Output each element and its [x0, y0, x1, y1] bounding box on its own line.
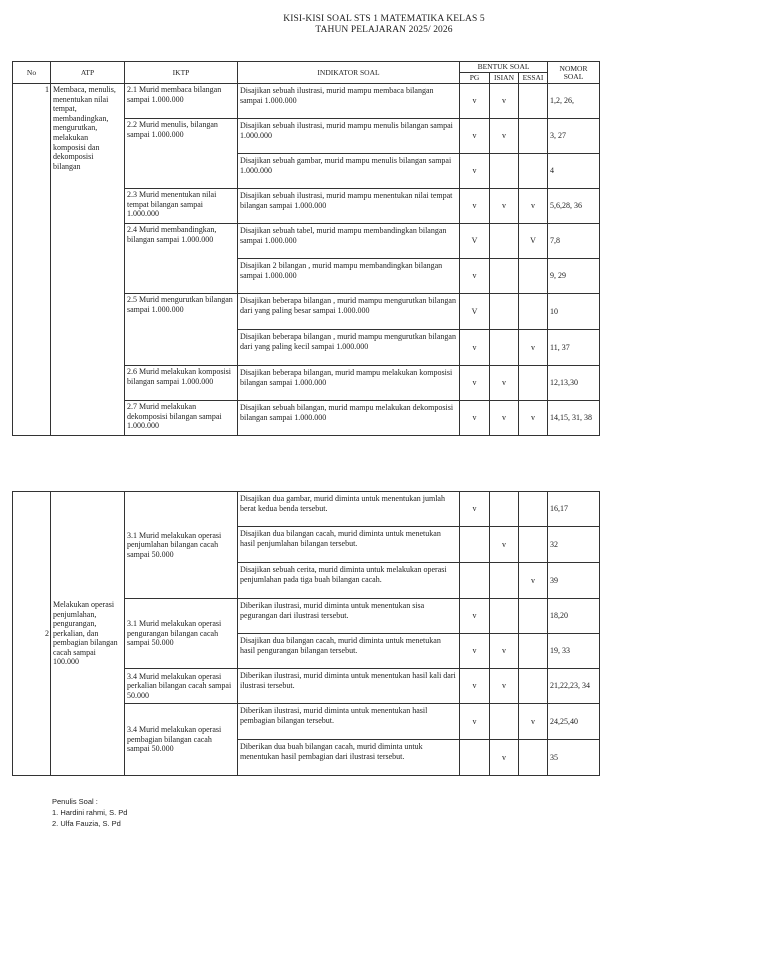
indikator-cell: Disajikan sebuah tabel, murid mampu membandingkan bilangan sampai 1.000.000: [238, 224, 460, 259]
indikator-cell: Diberikan ilustrasi, murid diminta untuk menentukan hasil kali dari ilustrasi tersebut.: [238, 669, 460, 704]
pg-mark: [460, 527, 490, 563]
essai-mark: [519, 119, 548, 154]
isian-mark: [490, 224, 519, 259]
iktp-cell: 3.4 Murid melakukan operasi perkalian bilangan cacah sampai 50.000: [125, 669, 238, 704]
essai-mark: [519, 154, 548, 189]
table-header-row: [13, 62, 600, 73]
iktp-cell: 3.4 Murid melakukan operasi pembagian bilangan cacah sampai 50.000: [125, 704, 238, 776]
isian-mark: v: [490, 401, 519, 436]
header-no: No: [13, 62, 51, 84]
author-label: Penulis Soal :: [52, 797, 98, 806]
isian-mark: [490, 704, 519, 740]
essai-mark: v: [519, 401, 548, 436]
nomor-soal-cell: 5,6,28, 36: [548, 189, 600, 224]
pg-mark: v: [460, 669, 490, 704]
indikator-cell: Disajikan beberapa bilangan , murid mampu mengurutkan bilangan dari yang paling besar sampai 1.000.000: [238, 294, 460, 330]
nomor-soal-cell: 35: [548, 740, 600, 776]
nomor-soal-cell: 21,22,23, 34: [548, 669, 600, 704]
nomor-soal-cell: 24,25,40: [548, 704, 600, 740]
pg-mark: v: [460, 119, 490, 154]
isian-mark: [490, 330, 519, 366]
header-isian: ISIAN: [490, 73, 519, 84]
essai-mark: [519, 84, 548, 119]
document-title: [0, 14, 768, 36]
essai-mark: [519, 669, 548, 704]
nomor-soal-cell: 10: [548, 294, 600, 330]
essai-mark: [519, 634, 548, 669]
nomor-soal-cell: 14,15, 31, 38: [548, 401, 600, 436]
essai-mark: [519, 599, 548, 634]
nomor-soal-cell: 19, 33: [548, 634, 600, 669]
essai-mark: [519, 366, 548, 401]
atp-cell: Melakukan operasi penjumlahan, pengurangan, perkalian, dan pembagian bilangan cacah sampai 100.000: [51, 492, 125, 776]
pg-mark: [460, 563, 490, 599]
isian-mark: v: [490, 634, 519, 669]
nomor-soal-cell: 16,17: [548, 492, 600, 527]
title-line-1: KISI-KISI SOAL STS 1 MATEMATIKA KELAS 5: [283, 14, 485, 24]
nomor-soal-cell: 12,13,30: [548, 366, 600, 401]
isian-mark: [490, 563, 519, 599]
nomor-soal-cell: 4: [548, 154, 600, 189]
table-row: [13, 492, 600, 527]
isian-mark: v: [490, 189, 519, 224]
author-1: 1. Hardini rahmi, S. Pd: [52, 808, 128, 817]
indikator-cell: Diberikan dua buah bilangan cacah, murid diminta untuk menentukan hasil pembagian dari ilustrasi tersebut.: [238, 740, 460, 776]
header-indikator: INDIKATOR SOAL: [238, 62, 460, 84]
pg-mark: v: [460, 84, 490, 119]
indikator-cell: Disajikan dua bilangan cacah, murid diminta untuk menetukan hasil pengurangan bilangan tersebut.: [238, 634, 460, 669]
essai-mark: V: [519, 224, 548, 259]
iktp-cell: 2.6 Murid melakukan komposisi bilangan sampai 1.000.000: [125, 366, 238, 401]
indikator-cell: Disajikan 2 bilangan , murid mampu membandingkan bilangan sampai 1.000.000: [238, 259, 460, 294]
nomor-soal-cell: 3, 27: [548, 119, 600, 154]
pg-mark: v: [460, 599, 490, 634]
pg-mark: v: [460, 401, 490, 436]
iktp-cell: 2.3 Murid menentukan nilai tempat bilangan sampai 1.000.000: [125, 189, 238, 224]
nomor-soal-cell: 11, 37: [548, 330, 600, 366]
indikator-cell: Diberikan ilustrasi, murid diminta untuk menentukan sisa pegurangan dari ilustrasi tersebut.: [238, 599, 460, 634]
indikator-cell: Disajikan dua gambar, murid diminta untuk menentukan jumlah berat kedua benda tersebut.: [238, 492, 460, 527]
row-number: 1: [13, 84, 51, 436]
iktp-cell: 2.4 Murid membandingkan, bilangan sampai 1.000.000: [125, 224, 238, 294]
author-2: 2. Ulfa Fauzia, S. Pd: [52, 819, 121, 828]
indikator-cell: Disajikan sebuah ilustrasi, murid mampu menentukan nilai tempat bilangan sampai 1.000.000: [238, 189, 460, 224]
essai-mark: [519, 294, 548, 330]
iktp-cell: 2.7 Murid melakukan dekomposisi bilangan sampai 1.000.000: [125, 401, 238, 436]
isian-mark: [490, 599, 519, 634]
nomor-soal-cell: 39: [548, 563, 600, 599]
header-essai: ESSAI: [519, 73, 548, 84]
essai-mark: [519, 259, 548, 294]
isian-mark: [490, 259, 519, 294]
essai-mark: [519, 527, 548, 563]
indikator-cell: Disajikan sebuah gambar, murid mampu menulis bilangan sampai 1.000.000: [238, 154, 460, 189]
essai-mark: v: [519, 330, 548, 366]
isian-mark: v: [490, 740, 519, 776]
header-pg: PG: [460, 73, 490, 84]
iktp-cell: 3.1 Murid melakukan operasi penjumlahan bilangan cacah sampai 50.000: [125, 492, 238, 599]
nomor-soal-cell: 18,20: [548, 599, 600, 634]
indikator-cell: Disajikan sebuah bilangan, murid mampu melakukan dekomposisi bilangan sampai 1.000.000: [238, 401, 460, 436]
pg-mark: V: [460, 294, 490, 330]
header-atp: ATP: [51, 62, 125, 84]
kisi-kisi-table-1: [12, 61, 600, 436]
indikator-cell: Disajikan beberapa bilangan, murid mampu melakukan komposisi bilangan sampai 1.000.000: [238, 366, 460, 401]
essai-mark: [519, 740, 548, 776]
iktp-cell: 2.2 Murid menulis, bilangan sampai 1.000.000: [125, 119, 238, 189]
indikator-cell: Disajikan sebuah ilustrasi, murid mampu menulis bilangan sampai 1.000.000: [238, 119, 460, 154]
nomor-soal-cell: 9, 29: [548, 259, 600, 294]
isian-mark: v: [490, 84, 519, 119]
iktp-cell: 3.1 Murid melakukan operasi pengurangan bilangan cacah sampai 50.000: [125, 599, 238, 669]
iktp-cell: 2.5 Murid mengurutkan bilangan sampai 1.000.000: [125, 294, 238, 366]
isian-mark: [490, 294, 519, 330]
pg-mark: v: [460, 366, 490, 401]
isian-mark: v: [490, 366, 519, 401]
header-nomor-soal: NOMOR SOAL: [548, 62, 600, 84]
row-number: 2: [13, 492, 51, 776]
indikator-cell: Diberikan ilustrasi, murid diminta untuk menentukan hasil pembagian bilangan tersebut.: [238, 704, 460, 740]
indikator-cell: Disajikan beberapa bilangan , murid mampu mengurutkan bilangan dari yang paling kecil sampai 1.000.000: [238, 330, 460, 366]
isian-mark: [490, 154, 519, 189]
pg-mark: v: [460, 704, 490, 740]
pg-mark: v: [460, 330, 490, 366]
essai-mark: [519, 492, 548, 527]
nomor-soal-cell: 32: [548, 527, 600, 563]
essai-mark: v: [519, 563, 548, 599]
essai-mark: v: [519, 704, 548, 740]
indikator-cell: Disajikan sebuah cerita, murid diminta untuk melakukan operasi penjumlahan pada tiga buah bilangan cacah.: [238, 563, 460, 599]
indikator-cell: Disajikan sebuah ilustrasi, murid mampu membaca bilangan sampai 1.000.000: [238, 84, 460, 119]
kisi-kisi-table-2: [12, 491, 600, 776]
pg-mark: V: [460, 224, 490, 259]
pg-mark: [460, 740, 490, 776]
author-footer: [52, 796, 127, 829]
isian-mark: v: [490, 669, 519, 704]
iktp-cell: 2.1 Murid membaca bilangan sampai 1.000.000: [125, 84, 238, 119]
atp-cell: Membaca, menulis, menentukan nilai tempat, membandingkan, mengurutkan, melakukan komposisi dan dekomposisi bilangan: [51, 84, 125, 436]
nomor-soal-cell: 7,8: [548, 224, 600, 259]
header-iktp: IKTP: [125, 62, 238, 84]
pg-mark: v: [460, 189, 490, 224]
header-bentuk-soal: BENTUK SOAL: [460, 62, 548, 73]
nomor-soal-cell: 1,2, 26,: [548, 84, 600, 119]
pg-mark: v: [460, 492, 490, 527]
isian-mark: v: [490, 527, 519, 563]
indikator-cell: Disajikan dua bilangan cacah, murid diminta untuk menetukan hasil penjumlahan bilangan tersebut.: [238, 527, 460, 563]
pg-mark: v: [460, 259, 490, 294]
pg-mark: v: [460, 154, 490, 189]
isian-mark: [490, 492, 519, 527]
isian-mark: v: [490, 119, 519, 154]
title-line-2: TAHUN PELAJARAN 2025/ 2026: [315, 25, 453, 35]
pg-mark: v: [460, 634, 490, 669]
table-row: [13, 84, 600, 119]
essai-mark: v: [519, 189, 548, 224]
